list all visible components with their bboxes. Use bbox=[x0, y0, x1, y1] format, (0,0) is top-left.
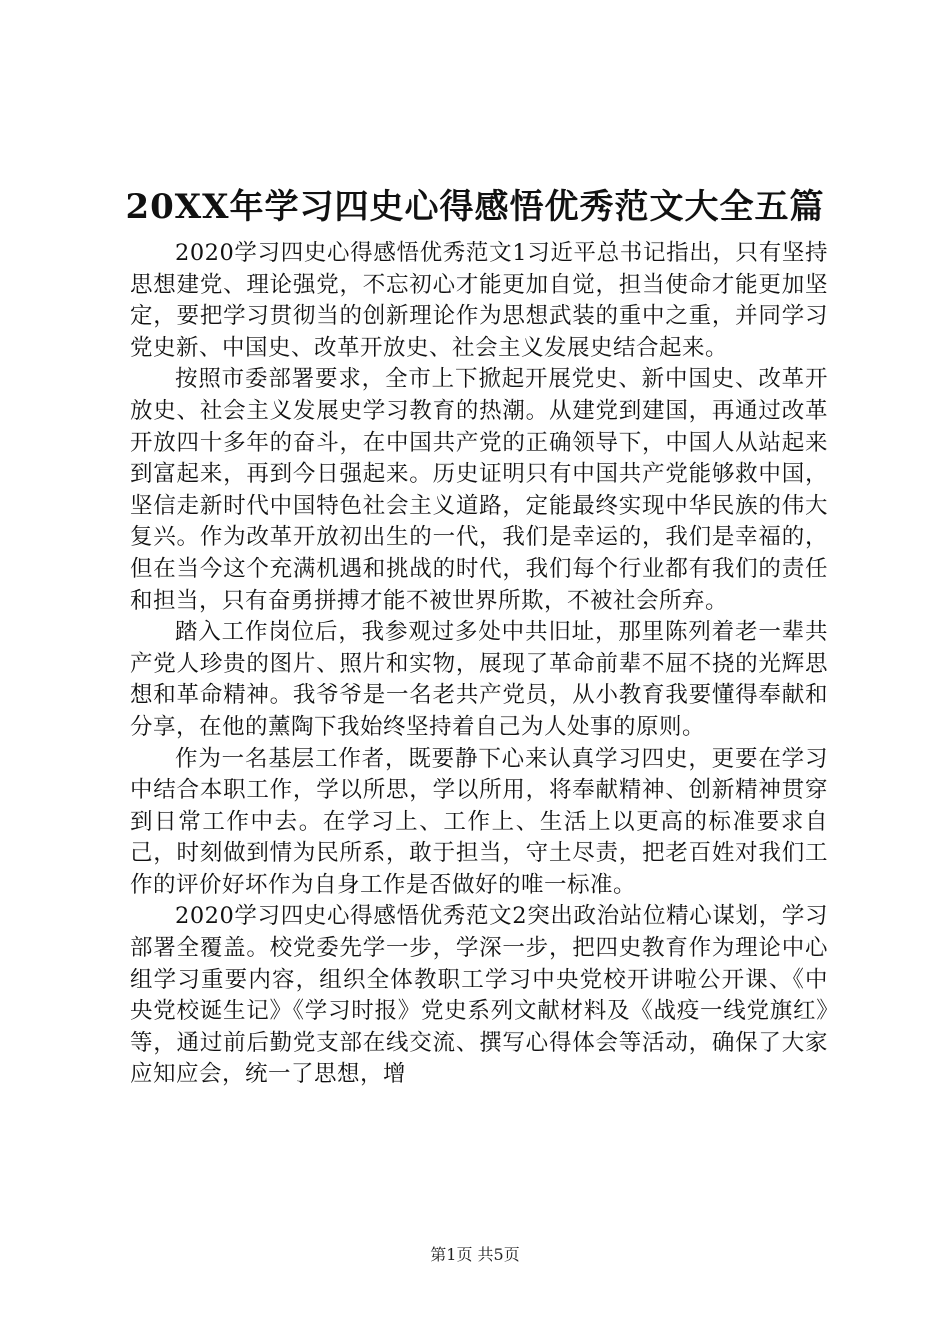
paragraph-1: 2020学习四史心得感悟优秀范文1习近平总书记指出，只有坚持思想建党、理论强党，不忘初心才能更加自觉，担当使命才能更加坚定，要把学习贯彻当的创新理论作为思想武装的重中之重，并同学习党史新、中国史、改革开放史、社会主义发展史结合起来。 bbox=[130, 240, 828, 361]
paragraph-4: 作为一名基层工作者，既要静下心来认真学习四史，更要在学习中结合本职工作，学以所思，学以所用，将奉献精神、创新精神贯穿到日常工作中去。在学习上、工作上、生活上以更高的标准要求自己，时刻做到情为民所系，敢于担当，守土尽责，把老百姓对我们工作的评价好坏作为自身工作是否做好的唯一标准。 bbox=[130, 745, 828, 898]
page-footer: 第1页 共5页 bbox=[430, 1245, 520, 1264]
paragraph-2: 按照市委部署要求，全市上下掀起开展党史、新中国史、改革开放史、社会主义发展史学习教育的热潮。从建党到建国，再通过改革开放四十多年的奋斗，在中国共产党的正确领导下，中国人从站起来到富起来，再到今日强起来。历史证明只有中国共产党能够救中国，坚信走新时代中国特色社会主义道路，定能最终实现中华民族的伟大复兴。作为改革开放初出生的一代，我们是幸运的，我们是幸福的，但在当今这个充满机遇和挑战的时代，我们每个行业都有我们的责任和担当，只有奋勇拼搏才能不被世界所欺，不被社会所弃。 bbox=[130, 366, 828, 614]
document-title: 20XX年学习四史心得感悟优秀范文大全五篇 bbox=[125, 187, 825, 227]
paragraph-3: 踏入工作岗位后，我参观过多处中共旧址，那里陈列着老一辈共产党人珍贵的图片、照片和实物，展现了革命前辈不屈不挠的光辉思想和革命精神。我爷爷是一名老共产党员，从小教育我要懂得奉献和分享，在他的薰陶下我始终坚持着自己为人处事的原则。 bbox=[130, 619, 828, 740]
paragraph-5: 2020学习四史心得感悟优秀范文2突出政治站位精心谋划，学习部署全覆盖。校党委先学一步，学深一步，把四史教育作为理论中心组学习重要内容，组织全体教职工学习中央党校开讲啦公开课、《中央党校诞生记》《学习时报》党史系列文献材料及《战疫一线党旗红》等，通过前后勤党支部在线交流、撰写心得体会等活动，确保了大家应知应会，统一了思想，增 bbox=[130, 903, 828, 1088]
document-body bbox=[130, 238, 828, 1091]
